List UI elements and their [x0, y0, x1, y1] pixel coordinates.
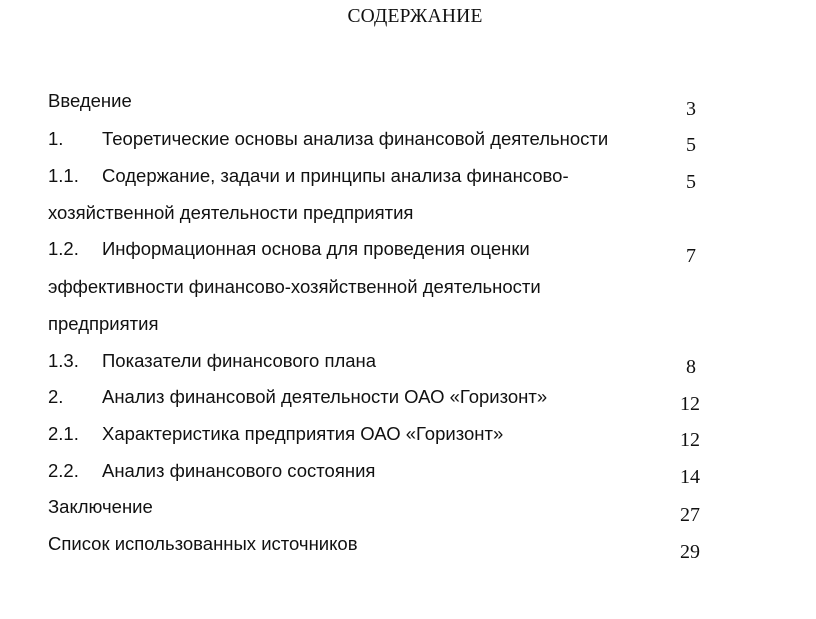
- toc-entry-text: Анализ финансовой деятельности ОАО «Горизонт»: [102, 386, 548, 407]
- toc-page-number: 3: [686, 98, 696, 120]
- toc-entry-number: 1.: [48, 128, 64, 149]
- toc-entry-number: 2.1.: [48, 423, 79, 444]
- toc-entry-number: 1.3.: [48, 350, 79, 371]
- toc-entry-1: [48, 128, 608, 150]
- toc-entry-introduction: [48, 90, 132, 112]
- toc-page-number: 27: [680, 504, 700, 526]
- toc-entry-text: Информационная основа для проведения оценки: [102, 238, 530, 259]
- toc-entry-conclusion: [48, 496, 153, 518]
- toc-entry-2-1: [48, 423, 503, 445]
- toc-page-number: 14: [680, 466, 700, 488]
- toc-entry-text: хозяйственной деятельности предприятия: [48, 202, 414, 223]
- toc-entry-number: 2.: [48, 386, 64, 407]
- toc-entry-1-3: [48, 350, 376, 372]
- toc-entry-text: Список использованных источников: [48, 533, 358, 554]
- toc-entry-text: Теоретические основы анализа финансовой деятельности: [102, 128, 609, 149]
- toc-entry-text: Характеристика предприятия ОАО «Горизонт»: [102, 423, 504, 444]
- toc-title: СОДЕРЖАНИЕ: [347, 6, 483, 27]
- toc-page-number: 8: [686, 356, 696, 378]
- toc-entry-1-2: [48, 238, 530, 260]
- toc-page-number: 12: [680, 393, 700, 415]
- toc-entry-number: 1.1.: [48, 165, 79, 186]
- toc-entry-number: 1.2.: [48, 238, 79, 259]
- toc-entry-text: Анализ финансового состояния: [102, 460, 376, 481]
- toc-entry-1-2-continuation: [48, 313, 158, 335]
- toc-page-number: 7: [686, 245, 696, 267]
- toc-entry-2-2: [48, 460, 375, 482]
- toc-entry-1-2-continuation: [48, 276, 541, 298]
- toc-page-number: 5: [686, 134, 696, 156]
- toc-entry-1-1-continuation: [48, 202, 413, 224]
- toc-entry-text: Содержание, задачи и принципы анализа финансово-: [102, 165, 569, 186]
- toc-entry-text: предприятия: [48, 313, 159, 334]
- toc-entry-text: эффективности финансово-хозяйственной деятельности: [48, 276, 541, 297]
- toc-page-number: 5: [686, 171, 696, 193]
- toc-entry-references: [48, 533, 358, 555]
- toc-entry-number: 2.2.: [48, 460, 79, 481]
- toc-entry-text: Заключение: [48, 496, 153, 517]
- toc-entry-text: Введение: [48, 90, 132, 111]
- toc-entry-2: [48, 386, 547, 408]
- toc-page-number: 29: [680, 541, 700, 563]
- toc-page-number: 12: [680, 429, 700, 451]
- toc-entry-text: Показатели финансового плана: [102, 350, 377, 371]
- toc-entry-1-1: [48, 165, 569, 187]
